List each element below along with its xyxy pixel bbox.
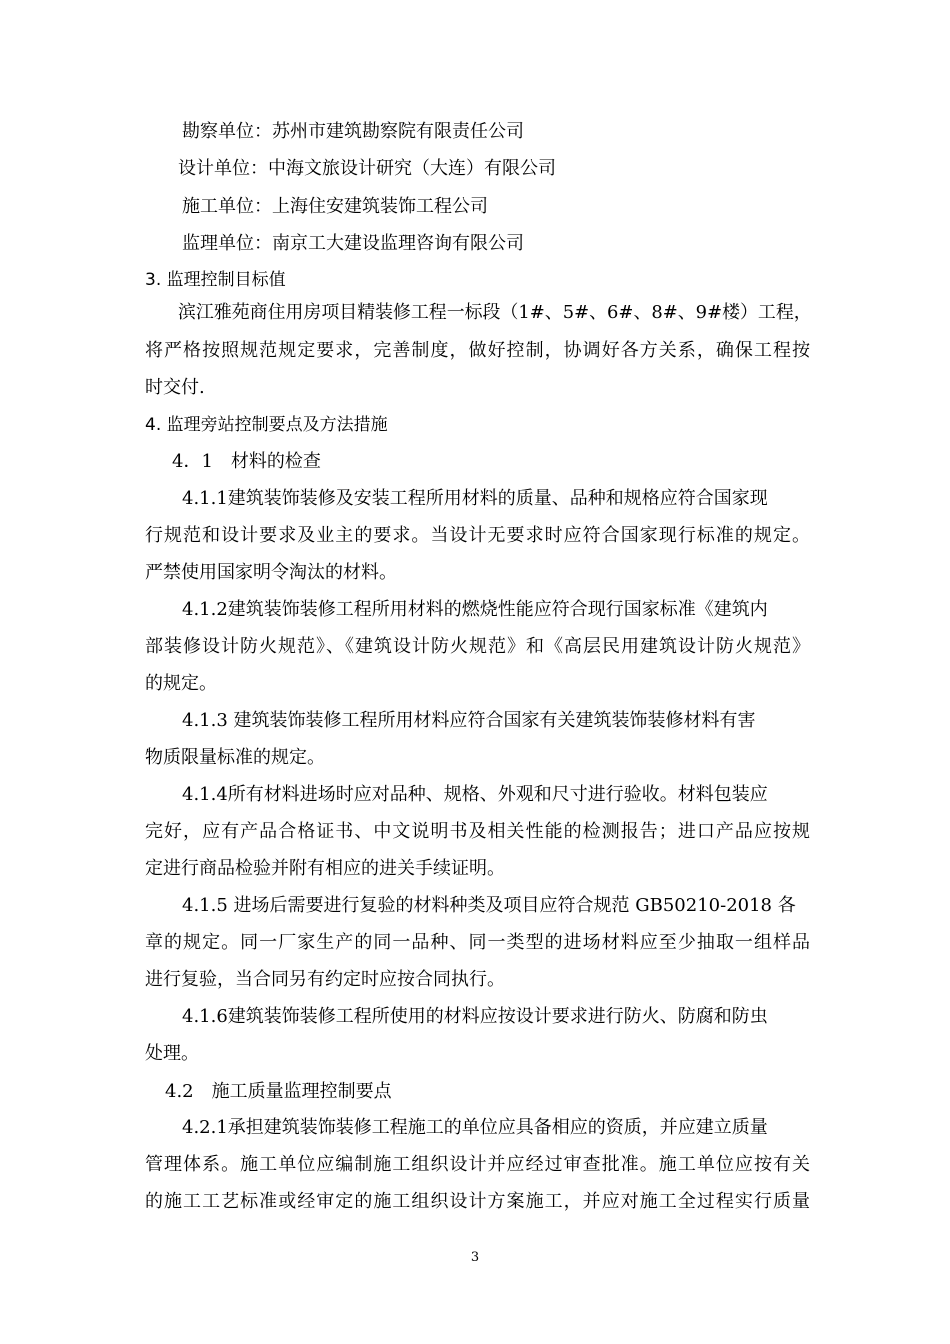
para-4-2-1: 4.2.1承担建筑装饰装修工程施工的单位应具备相应的资质，并应建立质量: [182, 1117, 768, 1138]
design-unit: 设计单位：中海文旅设计研究（大连）有限公司: [178, 158, 556, 179]
para-4-1-6: 处理。: [145, 1043, 199, 1064]
section-3-line: 时交付.: [145, 377, 205, 398]
section-3-line: 滨江雅苑商住用房项目精装修工程一标段（1#、5#、6#、8#、9#楼）工程，: [178, 302, 812, 323]
section-3-line: 将严格按照规范规定要求，完善制度，做好控制，协调好各方关系，确保工程按: [145, 340, 810, 361]
para-4-1-1: 行规范和设计要求及业主的要求。当设计无要求时应符合国家现行标准的规定。: [145, 525, 810, 546]
section-4-1-title: 4．1 材料的检查: [172, 451, 321, 472]
supervision-unit: 监理单位：南京工大建设监理咨询有限公司: [182, 233, 524, 254]
para-4-1-2: 4.1.2建筑装饰装修工程所用材料的燃烧性能应符合现行国家标准《建筑内: [182, 599, 768, 620]
para-4-1-4: 完好，应有产品合格证书、中文说明书及相关性能的检测报告；进口产品应按规: [145, 821, 810, 842]
survey-unit: 勘察单位：苏州市建筑勘察院有限责任公司: [182, 121, 524, 142]
para-4-1-5: 进行复验，当合同另有约定时应按合同执行。: [145, 969, 505, 990]
para-4-1-4: 定进行商品检验并附有相应的进关手续证明。: [145, 858, 505, 879]
section-3-heading: 3. 监理控制目标值: [145, 270, 286, 290]
para-4-1-1: 严禁使用国家明令淘汰的材料。: [145, 562, 397, 583]
section-4-heading: 4. 监理旁站控制要点及方法措施: [145, 415, 388, 435]
construction-unit: 施工单位：上海住安建筑装饰工程公司: [182, 196, 488, 217]
section-4-2-title: 4.2 施工质量监理控制要点: [165, 1081, 392, 1102]
page-number: 3: [470, 1250, 480, 1265]
para-4-1-2: 的规定。: [145, 673, 217, 694]
para-4-1-3: 4.1.3 建筑装饰装修工程所用材料应符合国家有关建筑装饰装修材料有害: [182, 710, 756, 731]
para-4-1-2: 部装修设计防火规范》、《建筑设计防火规范》和《高层民用建筑设计防火规范》: [145, 636, 810, 657]
para-4-1-1: 4.1.1建筑装饰装修及安装工程所用材料的质量、品种和规格应符合国家现: [182, 488, 768, 509]
para-4-1-3: 物质限量标准的规定。: [145, 747, 325, 768]
para-4-1-5: 4.1.5 进场后需要进行复验的材料种类及项目应符合规范 GB50210-2018 各: [182, 895, 796, 916]
para-4-1-5: 章的规定。同一厂家生产的同一品种、同一类型的进场材料应至少抽取一组样品: [145, 932, 810, 953]
para-4-2-1: 管理体系。施工单位应编制施工组织设计并应经过审查批准。施工单位应按有关: [145, 1154, 810, 1175]
para-4-1-4: 4.1.4所有材料进场时应对品种、规格、外观和尺寸进行验收。材料包装应: [182, 784, 768, 805]
para-4-2-1: 的施工工艺标准或经审定的施工组织设计方案施工，并应对施工全过程实行质量: [145, 1191, 810, 1212]
para-4-1-6: 4.1.6建筑装饰装修工程所使用的材料应按设计要求进行防火、防腐和防虫: [182, 1006, 768, 1027]
